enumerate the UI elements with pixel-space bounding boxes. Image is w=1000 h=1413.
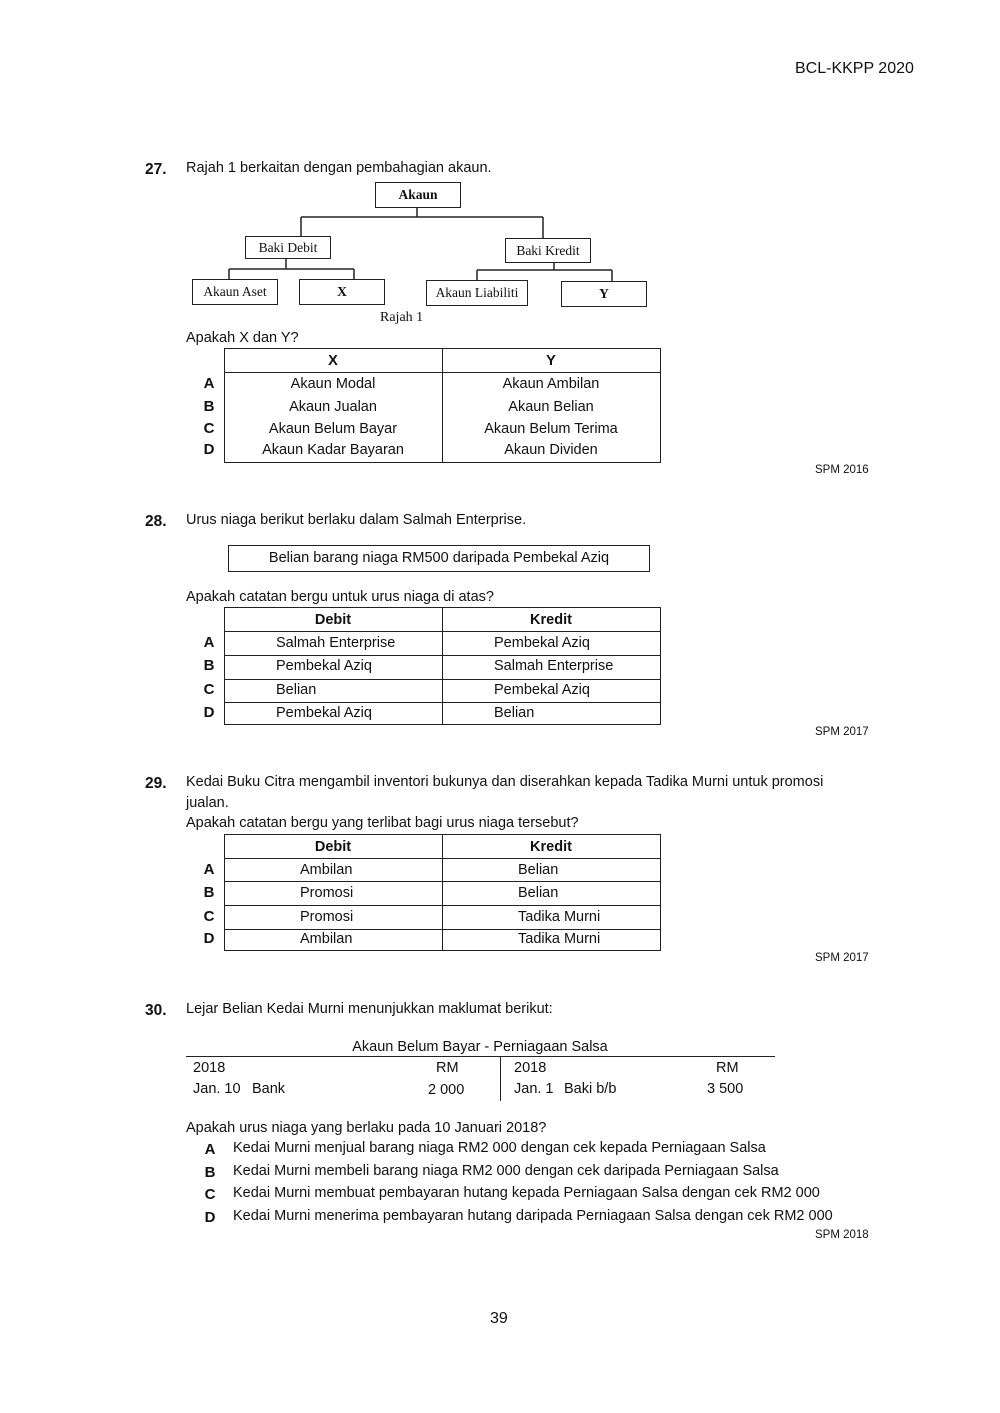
answer-table xyxy=(224,348,661,463)
option-letter: B xyxy=(204,1164,216,1181)
option-letter: A xyxy=(203,861,215,878)
cell-debit: Promosi xyxy=(300,909,354,925)
cell-kredit: Belian xyxy=(518,885,559,901)
cell-debit: Pembekal Aziq xyxy=(276,658,372,674)
option-letter: C xyxy=(203,908,215,925)
question-number: 28. xyxy=(145,513,167,530)
option-letter: D xyxy=(203,441,215,458)
question-text: Urus niaga berikut berlaku dalam Salmah Enterprise. xyxy=(186,512,527,528)
diagram-node-akaun: Akaun xyxy=(375,182,461,208)
cell-kredit: Belian xyxy=(518,862,559,878)
diagram-node-baki-debit: Baki Debit xyxy=(245,236,331,259)
option-text: Kedai Murni membeli barang niaga RM2 000 dengan cek daripada Perniagaan Salsa xyxy=(233,1163,779,1179)
source-label: SPM 2017 xyxy=(815,726,869,738)
question-number: 27. xyxy=(145,161,167,178)
option-letter: D xyxy=(204,1209,216,1226)
cell-y: Akaun Belian xyxy=(508,399,594,415)
column-header-y: Y xyxy=(546,353,556,369)
option-letter: C xyxy=(203,420,215,437)
cell-kredit: Pembekal Aziq xyxy=(494,682,590,698)
cell-debit: Ambilan xyxy=(300,931,353,947)
option-text: Kedai Murni menjual barang niaga RM2 000 dengan cek kepada Perniagaan Salsa xyxy=(233,1140,766,1156)
ledger-center-rule xyxy=(500,1056,501,1101)
column-header-kredit: Kredit xyxy=(530,612,572,628)
ledger-title: Akaun Belum Bayar - Perniagaan Salsa xyxy=(352,1039,608,1055)
cell-y: Akaun Ambilan xyxy=(502,376,600,392)
question-prompt: Apakah catatan bergu yang terlibat bagi urus niaga tersebut? xyxy=(186,815,579,831)
diagram-node-akaun-liabiliti: Akaun Liabiliti xyxy=(426,280,528,306)
ledger-credit-amount: 3 500 xyxy=(707,1081,744,1097)
ledger-credit-desc: Baki b/b xyxy=(564,1081,617,1097)
cell-x: Akaun Belum Bayar xyxy=(268,421,398,437)
cell-debit: Promosi xyxy=(300,885,354,901)
ledger-debit-amount: 2 000 xyxy=(428,1082,465,1098)
option-letter: A xyxy=(204,1141,216,1158)
question-text: Rajah 1 berkaitan dengan pembahagian akaun. xyxy=(186,160,492,176)
diagram-node-baki-kredit: Baki Kredit xyxy=(505,238,591,263)
diagram-node-akaun-aset: Akaun Aset xyxy=(192,279,278,305)
option-letter: D xyxy=(203,704,215,721)
option-letter: C xyxy=(203,681,215,698)
ledger-debit-year: 2018 xyxy=(193,1060,226,1076)
cell-y: Akaun Dividen xyxy=(504,442,598,458)
ledger-debit-rm: RM xyxy=(436,1060,459,1076)
diagram-node-y: Y xyxy=(561,281,647,307)
cell-debit: Ambilan xyxy=(300,862,353,878)
option-letter: A xyxy=(203,634,215,651)
option-letter: C xyxy=(204,1186,216,1203)
cell-debit: Salmah Enterprise xyxy=(276,635,396,651)
option-letter: B xyxy=(203,398,215,415)
cell-debit: Belian xyxy=(276,682,317,698)
option-letter: D xyxy=(203,930,215,947)
question-text: jualan. xyxy=(186,795,229,811)
ledger-debit-desc: Bank xyxy=(252,1081,286,1097)
ledger-top-rule xyxy=(186,1056,775,1057)
question-text: Lejar Belian Kedai Murni menunjukkan maklumat berikut: xyxy=(186,1001,553,1017)
column-header-debit: Debit xyxy=(314,612,352,628)
diagram-caption: Rajah 1 xyxy=(380,310,424,325)
ledger-credit-date: Jan. 1 xyxy=(514,1081,554,1097)
question-prompt: Apakah catatan bergu untuk urus niaga di atas? xyxy=(186,589,494,605)
ledger-credit-year: 2018 xyxy=(514,1060,547,1076)
question-prompt: Apakah X dan Y? xyxy=(186,330,299,346)
diagram-connectors xyxy=(0,0,700,320)
option-letter: B xyxy=(203,657,215,674)
question-number: 29. xyxy=(145,775,167,792)
option-text: Kedai Murni membuat pembayaran hutang kepada Perniagaan Salsa dengan cek RM2 000 xyxy=(233,1185,820,1201)
cell-x: Akaun Modal xyxy=(290,376,376,392)
cell-kredit: Tadika Murni xyxy=(518,909,601,925)
question-prompt: Apakah urus niaga yang berlaku pada 10 Januari 2018? xyxy=(186,1120,547,1136)
column-header-debit: Debit xyxy=(314,839,352,855)
cell-kredit: Tadika Murni xyxy=(518,931,601,947)
ledger-debit-date: Jan. 10 xyxy=(193,1081,241,1097)
page-header: BCL-KKPP 2020 xyxy=(795,60,914,77)
column-header-x: X xyxy=(328,353,338,369)
cell-debit: Pembekal Aziq xyxy=(276,705,372,721)
cell-kredit: Belian xyxy=(494,705,535,721)
option-letter: A xyxy=(203,375,215,392)
source-label: SPM 2018 xyxy=(815,1229,869,1241)
diagram-node-x: X xyxy=(299,279,385,305)
ledger-credit-rm: RM xyxy=(716,1060,739,1076)
option-text: Kedai Murni menerima pembayaran hutang daripada Perniagaan Salsa dengan cek RM2 000 xyxy=(233,1208,833,1224)
cell-x: Akaun Jualan xyxy=(289,399,377,415)
question-number: 30. xyxy=(145,1002,167,1019)
answer-table xyxy=(224,607,661,725)
transaction-box: Belian barang niaga RM500 daripada Pembekal Aziq xyxy=(228,545,650,572)
page-number: 39 xyxy=(490,1310,508,1327)
source-label: SPM 2017 xyxy=(815,952,869,964)
option-letter: B xyxy=(203,884,215,901)
source-label: SPM 2016 xyxy=(815,464,869,476)
cell-x: Akaun Kadar Bayaran xyxy=(262,442,404,458)
cell-kredit: Pembekal Aziq xyxy=(494,635,590,651)
answer-table xyxy=(224,834,661,951)
column-header-kredit: Kredit xyxy=(530,839,572,855)
cell-y: Akaun Belum Terima xyxy=(484,421,618,437)
question-text: Kedai Buku Citra mengambil inventori bukunya dan diserahkan kepada Tadika Murni untuk promosi xyxy=(186,774,824,790)
cell-kredit: Salmah Enterprise xyxy=(494,658,614,674)
